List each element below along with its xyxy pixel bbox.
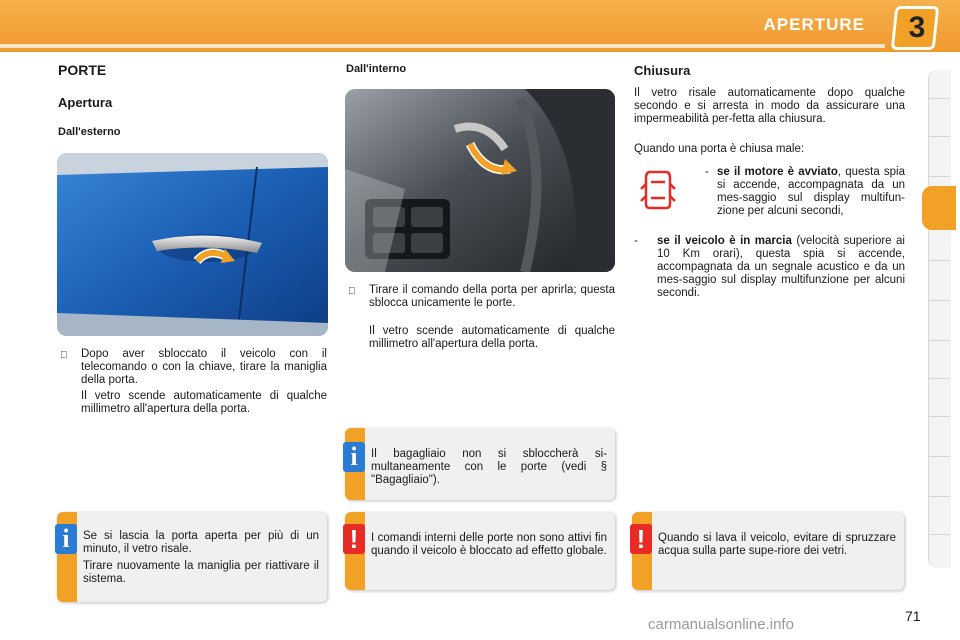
bullet-icon: [60, 350, 68, 361]
bullet-icon: [348, 286, 356, 297]
paragraph: Quando una porta è chiusa male:: [634, 143, 805, 155]
list-item-text: , questa spia si accende, accompagnata da un mes-saggio sul display multifun-zione per alcuni secondi,: [717, 166, 905, 217]
list-item: [657, 235, 905, 300]
chapter-tabs: [928, 70, 951, 568]
info-icon: i: [55, 524, 77, 554]
note-text: Il bagagliaio non si sbloccherà si-multaneamente con le porte (vedi § "Bagagliaio").: [371, 448, 607, 486]
tab-divider: [928, 378, 950, 379]
heading-inside: Dall'interno: [346, 63, 407, 75]
tab-divider: [928, 300, 950, 301]
dash: -: [705, 166, 709, 178]
subsection-title: Apertura: [58, 95, 113, 110]
heading-outside: Dall'esterno: [58, 126, 121, 138]
tab-divider: [928, 416, 950, 417]
tab-divider: [928, 534, 950, 535]
door-open-warning-icon: [640, 168, 676, 212]
tab-divider: [928, 260, 950, 261]
warning-note-interior: [345, 512, 615, 590]
list-item-text: (velocità superiore ai 10 Km orari), questa spia si accende, accompagnata da un segnale acustico e da un mes-saggio sul display multifunzione per alcuni secondi.: [657, 235, 905, 299]
chapter-number: 3: [908, 11, 926, 44]
tab-divider: [928, 98, 950, 99]
note-text: Quando si lava il veicolo, evitare di spruzzare acqua sulla parte supe-riore dei vetri.: [658, 532, 896, 557]
dash: -: [634, 235, 638, 247]
info-note-door-open: [57, 512, 327, 602]
warning-note-wash: [632, 512, 904, 590]
door-interior-photo: [345, 89, 615, 272]
door-exterior-photo: [57, 153, 328, 336]
tab-divider: [928, 136, 950, 137]
tab-divider: [928, 456, 950, 457]
section-title: PORTE: [58, 62, 107, 78]
paragraph: Il vetro risale automaticamente dopo qualche secondo e si arresta in modo da assicurare una impermeabilità per-fetta alla chiusura.: [634, 87, 905, 125]
note-text: Se si lascia la porta aperta per più di un minuto, il vetro risale.: [83, 530, 319, 555]
info-note-boot: [345, 428, 615, 500]
header-stripe: [0, 44, 885, 48]
warning-icon: !: [630, 524, 652, 554]
paragraph: Il vetro scende automaticamente di qualche millimetro all'apertura della porta.: [369, 325, 615, 350]
watermark: carmanualsonline.info: [648, 616, 794, 633]
paragraph: Il vetro scende automaticamente di qualche millimetro all'apertura della porta.: [81, 390, 327, 415]
tab-divider: [928, 496, 950, 497]
chapter-title: APERTURE: [763, 15, 865, 34]
tab-active-chapter: [922, 186, 956, 230]
page-number: 71: [905, 608, 921, 624]
list-item-bold: se il motore è avviato: [717, 166, 838, 178]
tab-divider: [928, 340, 950, 341]
heading-closing: Chiusura: [634, 63, 691, 78]
list-item-bold: se il veicolo è in marcia: [657, 235, 792, 247]
list-item: [717, 166, 905, 218]
note-text: I comandi interni delle porte non sono attivi fin quando il veicolo è bloccato ad effetto globale.: [371, 532, 607, 557]
paragraph: Tirare il comando della porta per aprirla; questa sblocca unicamente le porte.: [369, 284, 615, 309]
paragraph: Dopo aver sbloccato il veicolo con il telecomando o con la chiave, tirare la maniglia della porta.: [81, 348, 327, 386]
tab-divider: [928, 176, 950, 177]
warning-icon: !: [343, 524, 365, 554]
note-text: Tirare nuovamente la maniglia per riattivare il sistema.: [83, 560, 319, 585]
info-icon: i: [343, 442, 365, 472]
